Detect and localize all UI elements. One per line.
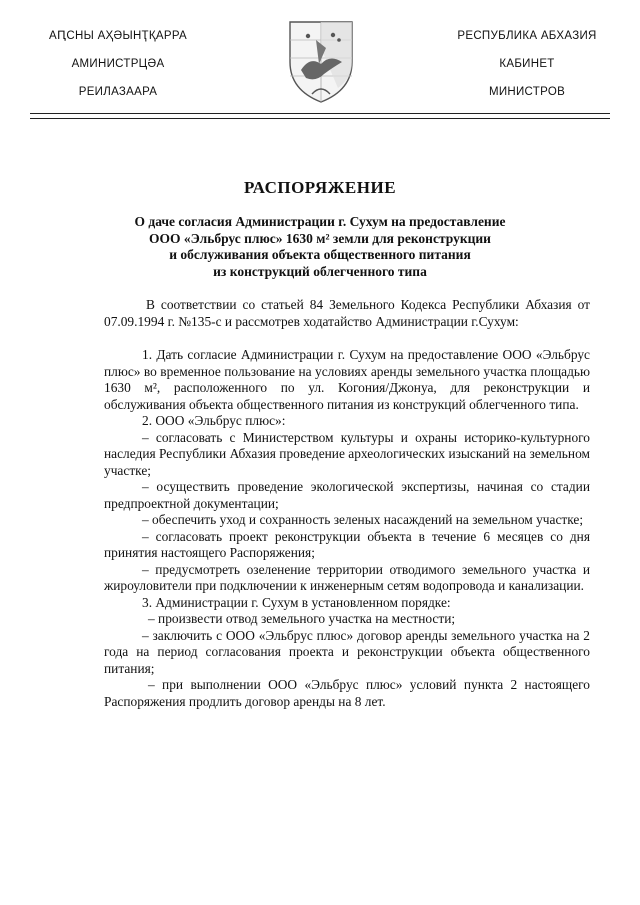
coat-of-arms-emblem-icon bbox=[286, 18, 356, 104]
clause-2-item-3: – обеспечить уход и сохранность зеленых насаждений на земельном участке; bbox=[142, 512, 584, 527]
header-left-line-1: АԤСНЫ АҲӘЫНҬҚАРРА bbox=[49, 30, 187, 42]
header-left-block bbox=[38, 22, 198, 106]
subject-line-2: ООО «Эльбрус плюс» 1630 м² земли для реконструкции bbox=[149, 230, 491, 246]
clause-2-item-1: – согласовать с Министерством культуры и охраны историко-культурного наследия Республики Абхазия проведение археологических изысканий на земельном участке; bbox=[104, 429, 590, 478]
header-right-line-2: КАБИНЕТ bbox=[499, 58, 555, 70]
clause-3-item-1: – произвести отвод земельного участка на местности; bbox=[148, 611, 456, 626]
header-right-line-1: РЕСПУБЛИКА АБХАЗИЯ bbox=[457, 30, 597, 42]
clause-2-item-5: – предусмотреть озеленение территории отводимого земельного участка и жироуловители при подключении к инженерным сетям водопровода и канализации. bbox=[104, 561, 590, 593]
subject-line-4: из конструкций облегченного типа bbox=[213, 263, 427, 279]
header-divider-thick bbox=[30, 113, 610, 114]
preamble-paragraph: В соответствии со статьей 84 Земельного Кодекса Республики Абхазия от 07.09.1994 г. №135-с и рассмотрев ходатайство Администрации г.Сухум: bbox=[104, 297, 590, 329]
header-divider-thin bbox=[30, 118, 610, 119]
header-left-line-2: АМИНИСТРЦӘА bbox=[71, 58, 165, 70]
header-right-line-3: МИНИСТРОВ bbox=[488, 86, 566, 98]
document-body bbox=[104, 297, 590, 710]
header-left-line-3: РЕИЛАЗААРА bbox=[78, 86, 158, 98]
clause-2-item-2: – осуществить проведение экологической экспертизы, начиная со стадии предпроектной документации; bbox=[104, 479, 590, 511]
subject-line-1: О даче согласия Администрации г. Сухум на предоставление bbox=[134, 214, 506, 229]
header-right-block bbox=[442, 22, 612, 106]
clause-2-item-4: – согласовать проект реконструкции объекта в течение 6 месяцев со дня принятия настоящего Распоряжения; bbox=[104, 528, 590, 560]
clause-2-heading: 2. ООО «Эльбрус плюс»: bbox=[142, 413, 286, 428]
subject-line-3: и обслуживания объекта общественного питания bbox=[169, 247, 471, 262]
document-title: РАСПОРЯЖЕНИЕ bbox=[243, 178, 397, 197]
clause-3-item-2: – заключить с ООО «Эльбрус плюс» договор аренды земельного участка на 2 года на период согласования проекта и реконструкции объекта общественного питания; bbox=[104, 627, 590, 676]
document-subject bbox=[100, 214, 540, 280]
clause-3-heading: 3. Администрации г. Сухум в установленном порядке: bbox=[142, 594, 451, 610]
clause-3-item-3: – при выполнении ООО «Эльбрус плюс» условий пункта 2 настоящего Распоряжения продлить договор аренды на 8 лет. bbox=[104, 677, 590, 709]
clause-1: 1. Дать согласие Администрации г. Сухум на предоставление ООО «Эльбрус плюс» во временное пользование на условиях аренды земельного участка площадью 1630 м², расположенного по ул. Когония/Джонуа, для реконструкции и обслуживания объекта общественного питания из конструкций облегченного типа. bbox=[104, 347, 590, 412]
